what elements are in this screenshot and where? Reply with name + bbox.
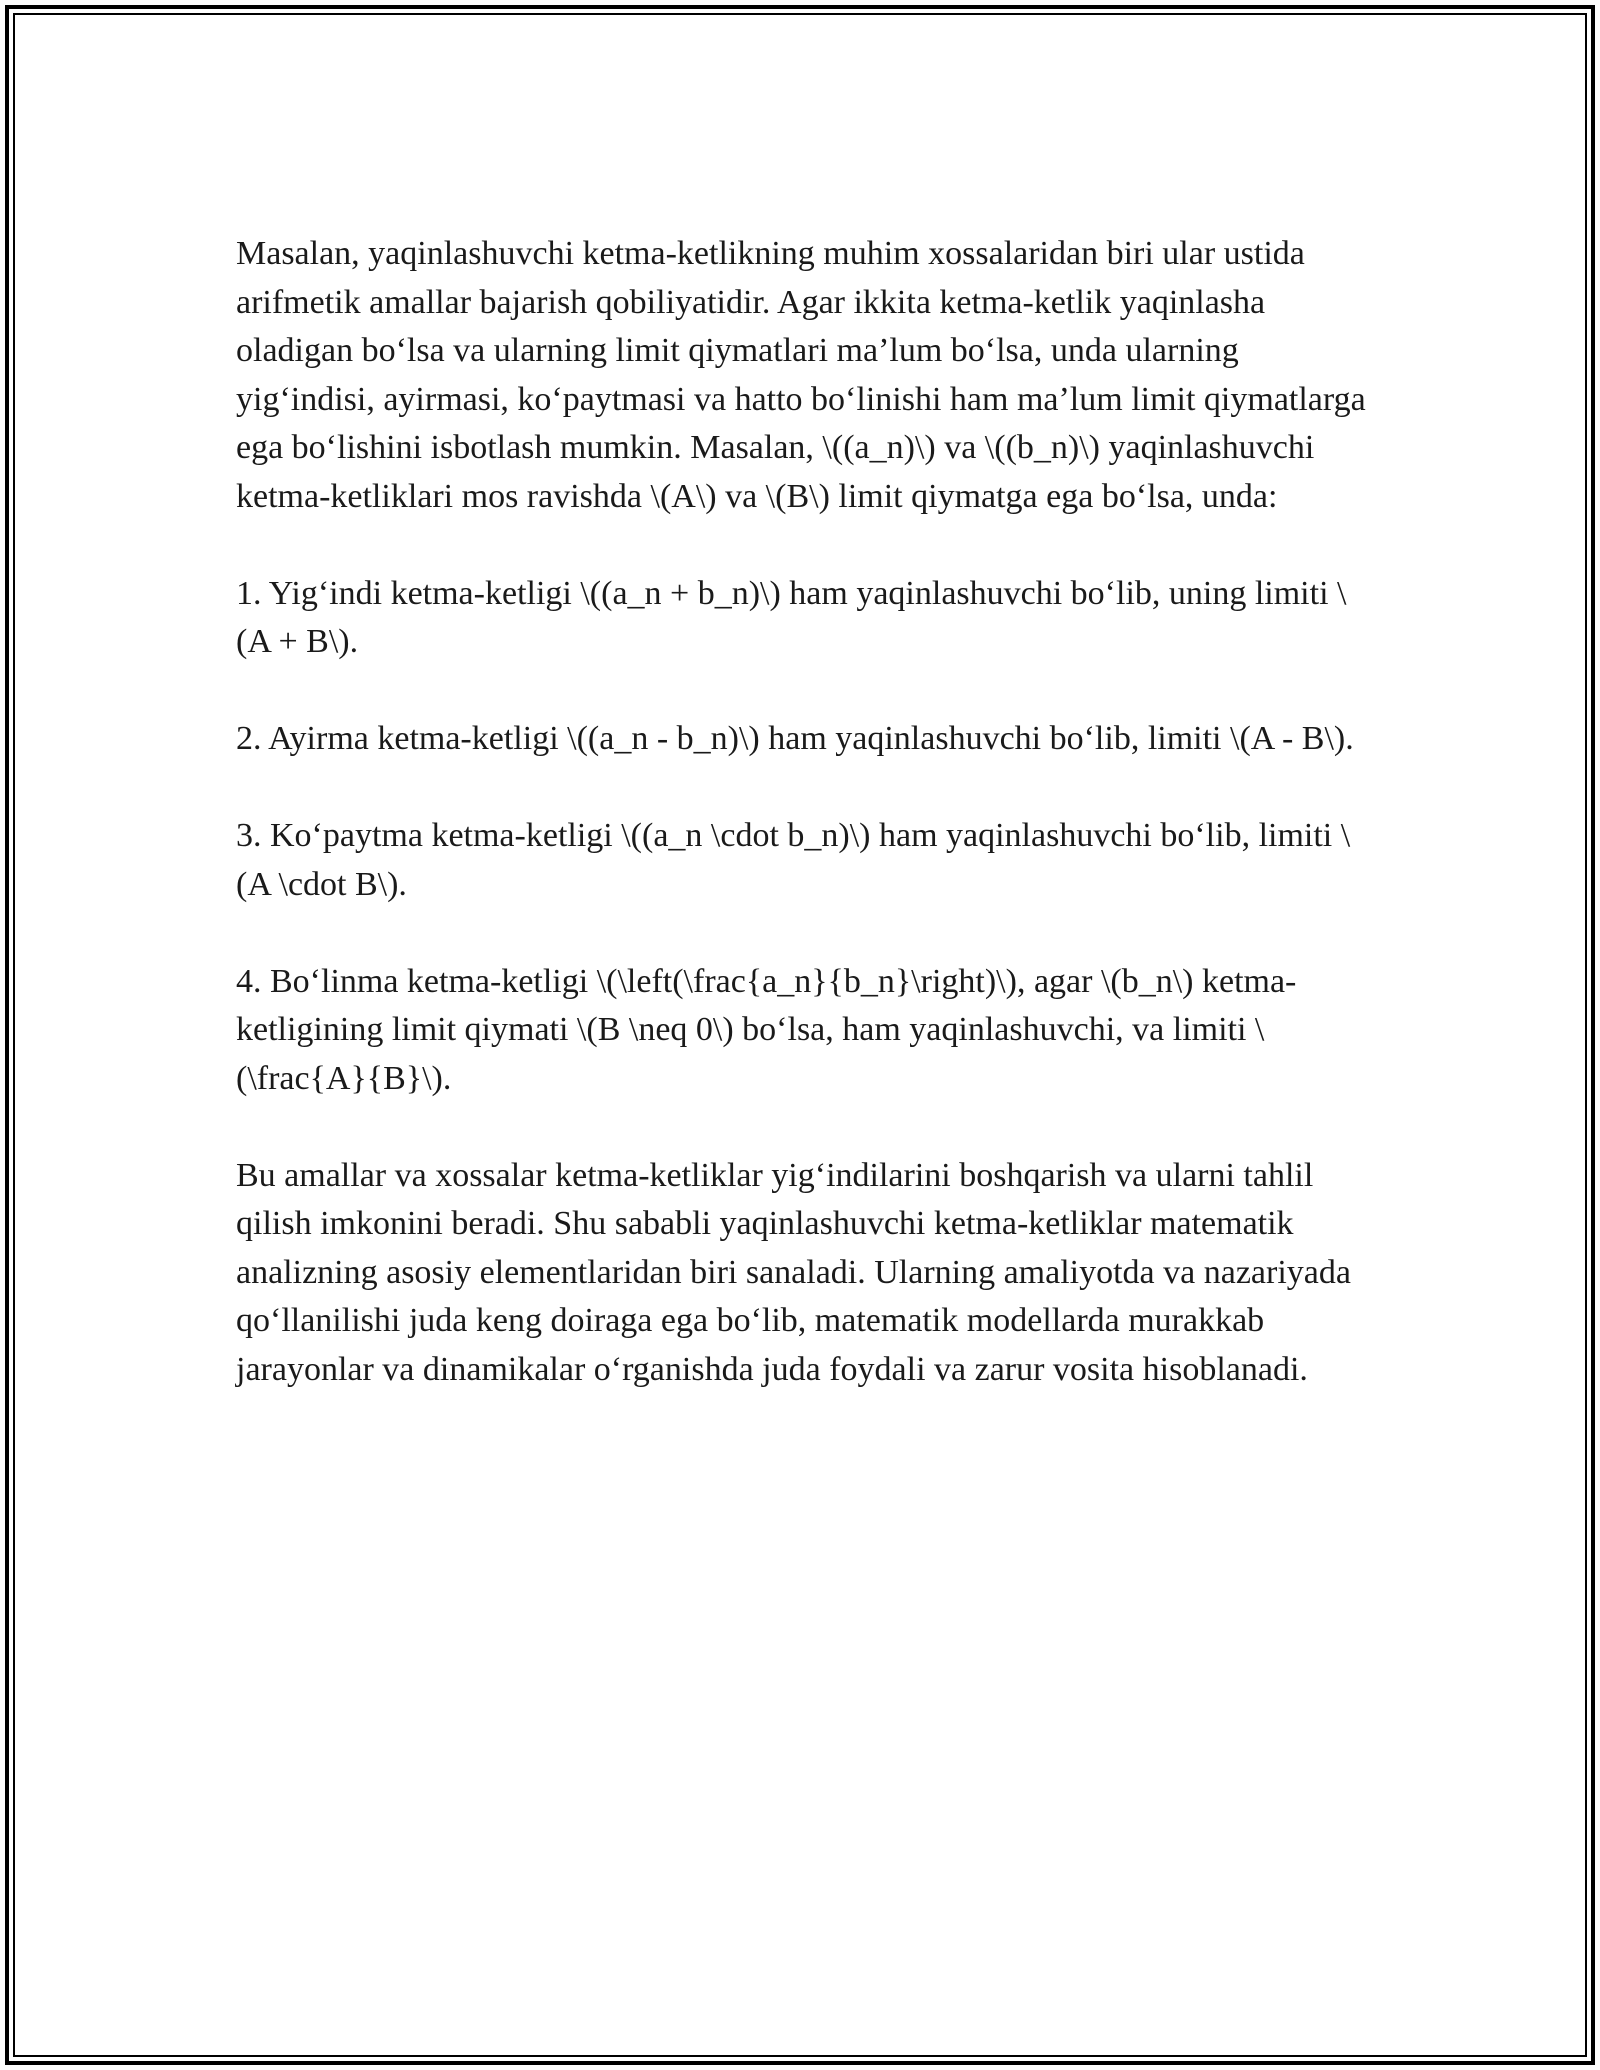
document-body: [236, 230, 1375, 1443]
conclusion-paragraph: Bu amallar va xossalar ketma-ketliklar yig‘indilarini boshqarish va ularni tahlil qilish imkonini beradi. Shu sababli yaqinlashuvchi ketma-ketliklar matematik analizning asosiy elementlaridan biri sanaladi. Ularning amaliyotda va nazariyada qo‘llanilishi juda keng doiraga ega bo‘lib, matematik modellarda murakkab jarayonlar va dinamikalar o‘rganishda juda foydali va zarur vosita hisoblanadi.: [236, 1156, 1360, 1388]
list-item-product: 3. Ko‘paytma ketma-ketligi \((a_n \cdot b_n)\) ham yaqinlashuvchi bo‘lib, limiti \(A \cdot B\).: [236, 817, 1351, 903]
list-item-difference: 2. Ayirma ketma-ketligi \((a_n - b_n)\) ham yaqinlashuvchi bo‘lib, limiti \(A - B\).: [236, 720, 1354, 757]
list-item-sum: 1. Yig‘indi ketma-ketligi \((a_n + b_n)\) ham yaqinlashuvchi bo‘lib, uning limiti \(A + B\).: [236, 574, 1347, 660]
intro-paragraph: Masalan, yaqinlashuvchi ketma-ketlikning muhim xossalaridan biri ular ustida arifmetik amallar bajarish qobiliyatidir. Agar ikkita ketma-ketlik yaqinlasha oladigan bo‘lsa va ularning limit qiymatlari ma’lum bo‘lsa, unda ularning yig‘indisi, ayirmasi, ko‘paytmasi va hatto bo‘linishi ham ma’lum limit qiymatlarga ega bo‘lishini isbotlash mumkin. Masalan, \((a_n)\) va \((b_n)\) yaqinlashuvchi ketma-ketliklari mos ravishda \(A\) va \(B\) limit qiymatga ega bo‘lsa, unda:: [236, 235, 1375, 515]
list-item-quotient: 4. Bo‘linma ketma-ketligi \(\left(\frac{a_n}{b_n}\right)\), agar \(b_n\) ketma-ketligining limit qiymati \(B \neq 0\) bo‘lsa, ham yaqinlashuvchi, va limiti \(\frac{A}{B}\).: [236, 962, 1297, 1097]
